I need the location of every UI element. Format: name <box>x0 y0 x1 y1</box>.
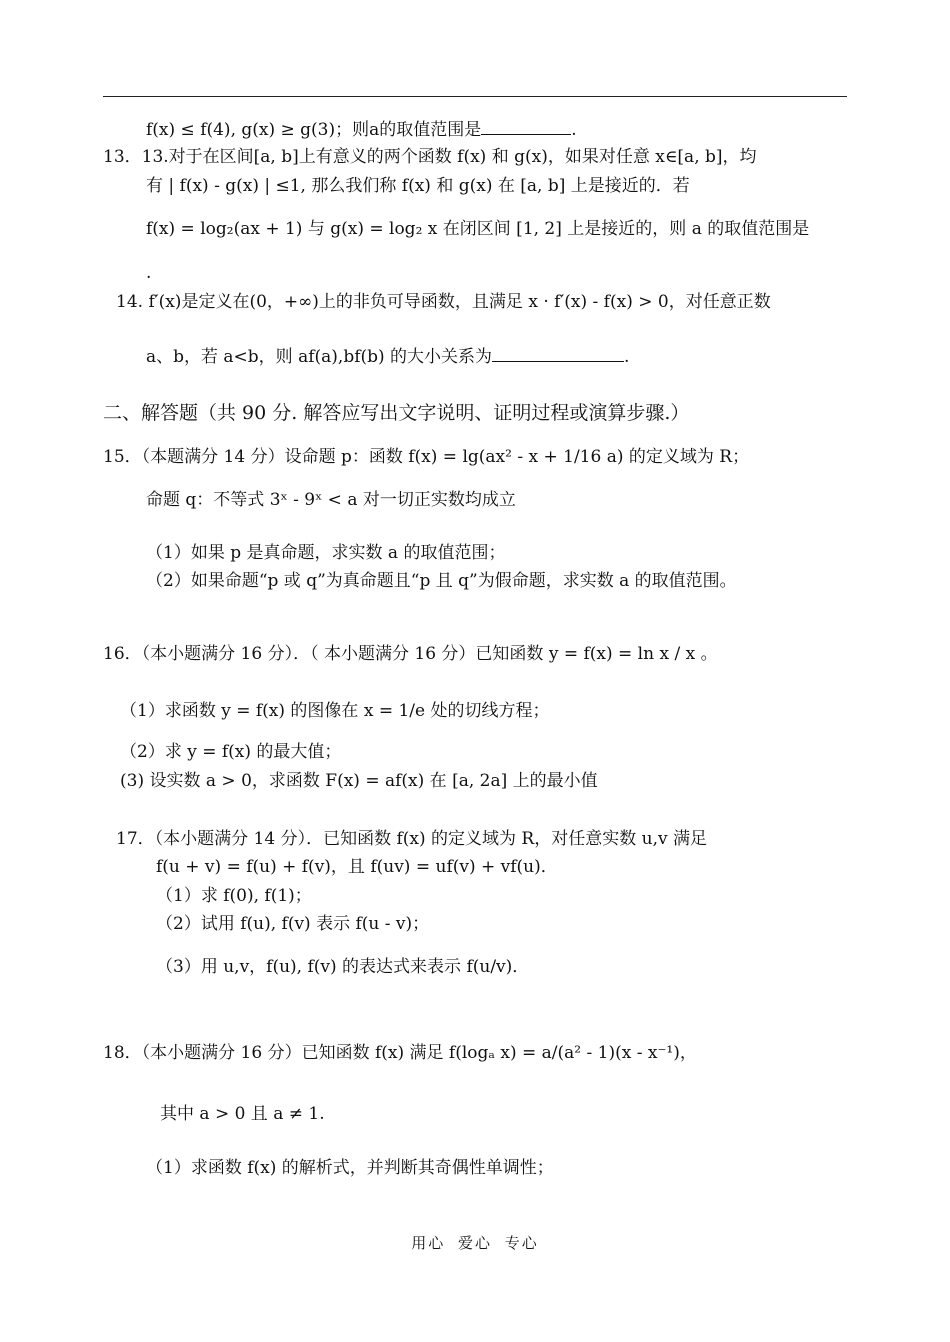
text-line-l18a <box>103 1042 697 1064</box>
text-line-l17b <box>156 856 558 878</box>
line-text: （1）求 f(0), f(1)； <box>156 886 312 906</box>
text-line-l15a <box>103 446 749 468</box>
line-text: 15．（本题满分 14 分）设命题 p：函数 f(x) = lg(ax² - x + 1/16 a) 的定义域为 R； <box>103 447 750 467</box>
line-text: 16．（本小题满分 16 分）．（ 本小题满分 16 分）已知函数 y = f(x) = ln x / x 。 <box>103 644 718 664</box>
line-text: 18．（本小题满分 16 分）已知函数 f(x) 满足 f(logₐ x) = a/(a² - 1)(x - x⁻¹)， <box>103 1043 697 1063</box>
header-rule <box>103 96 847 97</box>
text-line-l16b <box>120 700 549 722</box>
text-line-l17d <box>156 913 429 935</box>
line-text: 二、解答题（共 90 分. 解答应写出文字说明、证明过程或演算步骤.） <box>103 402 690 424</box>
line-text: f(x) = log₂(ax + 1) 与 g(x) = log₂ x 在闭区间 [1, 2] 上是接近的，则 a 的取值范围是 <box>146 219 810 239</box>
text-line-l15d <box>146 570 737 592</box>
line-text: （1）如果 p 是真命题，求实数 a 的取值范围； <box>146 543 506 563</box>
text-line-l17c <box>156 885 312 907</box>
text-line-l13b <box>146 175 690 197</box>
line-text: 13．13.对于在区间[a, b]上有意义的两个函数 f(x) 和 g(x)，如果对任意 x∈[a, b]，均 <box>103 147 757 167</box>
line-text: 17．（本小题满分 14 分）．已知函数 f(x) 的定义域为 R，对任意实数 u,v 满足 <box>116 829 707 849</box>
text-line-l18b <box>160 1103 325 1125</box>
text-line-l13c <box>146 218 809 240</box>
line-text: （2）求 y = f(x) 的最大值； <box>120 742 342 762</box>
line-text: . <box>146 263 152 283</box>
text-line-l16c <box>120 741 341 763</box>
line-text: （1）求函数 f(x) 的解析式，并判断其奇偶性单调性； <box>146 1158 554 1178</box>
text-line-sec2 <box>103 402 689 424</box>
answer-blank <box>492 345 624 362</box>
line-text: f(x) ≤ f(4), g(x) ≥ g(3)；则a的取值范围是 <box>146 120 482 140</box>
line-text: a、b，若 a<b，则 af(a),bf(b) 的大小关系为 <box>146 347 493 367</box>
text-line-l16a <box>103 643 718 665</box>
text-line-l12 <box>146 118 577 141</box>
line-text: （2）如果命题“p 或 q”为真命题且“p 且 q”为假命题，求实数 a 的取值范围。 <box>146 571 737 591</box>
line-text: 其中 a > 0 且 a ≠ 1. <box>160 1104 325 1124</box>
page-footer: 用心 爱心 专心 <box>411 1234 539 1252</box>
text-line-l17a <box>116 828 707 850</box>
line-text: (3) 设实数 a > 0，求函数 F(x) = af(x) 在 [a, 2a] 上的最小值 <box>120 771 598 791</box>
text-line-l17e <box>156 956 529 978</box>
line-tail: . <box>624 347 630 367</box>
line-text: （3）用 u,v，f(u), f(v) 的表达式来表示 f(u/v)． <box>156 957 530 977</box>
text-line-l13d <box>146 262 151 284</box>
text-line-l15c <box>146 542 505 564</box>
text-line-l16d <box>120 770 598 792</box>
line-text: 命题 q：不等式 3ˣ - 9ˣ < a 对一切正实数均成立 <box>146 490 516 510</box>
line-text: （2）试用 f(u), f(v) 表示 f(u - v)； <box>156 914 430 934</box>
line-text: f(u + v) = f(u) + f(v)，且 f(uv) = uf(v) + vf(u)． <box>156 857 558 877</box>
line-text: 有 | f(x) - g(x) | ≤1, 那么我们称 f(x) 和 g(x) 在 [a, b] 上是接近的．若 <box>146 176 690 196</box>
line-text: 14. f′(x)是定义在(0，+∞)上的非负可导函数，且满足 x · f′(x) - f(x) > 0，对任意正数 <box>116 292 771 312</box>
line-text: （1）求函数 y = f(x) 的图像在 x = 1/e 处的切线方程； <box>120 701 550 721</box>
text-line-l14b <box>146 345 629 368</box>
answer-blank <box>481 118 571 135</box>
text-line-l13a <box>103 146 757 168</box>
text-line-l15b <box>146 489 516 511</box>
text-line-l14a <box>116 291 771 313</box>
line-tail: . <box>571 120 577 140</box>
text-line-l18c <box>146 1157 554 1179</box>
